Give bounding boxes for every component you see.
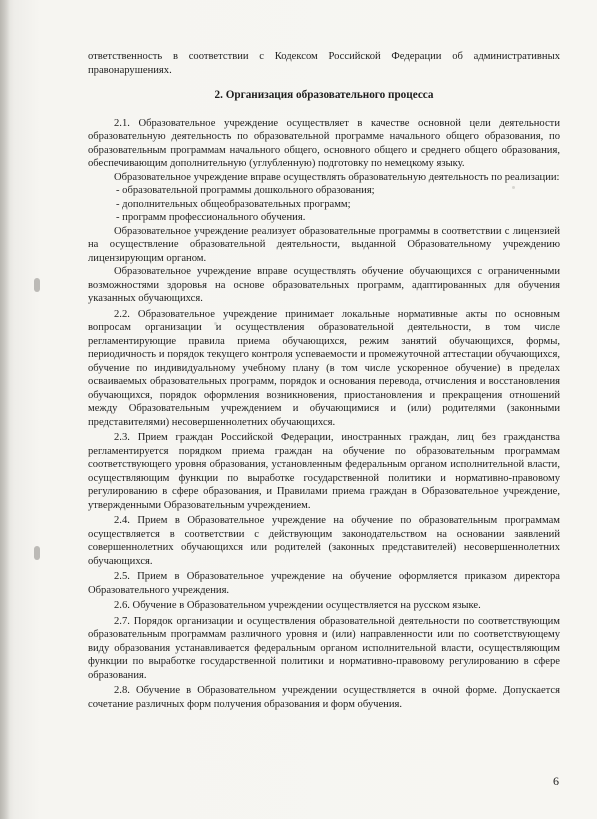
punch-hole-mark (34, 278, 40, 292)
section-heading: 2. Организация образовательного процесса (214, 89, 434, 101)
paragraph: 2.6. Обучение в Образовательном учреждении осуществляется на русском языке. (114, 600, 481, 611)
document-body (88, 50, 560, 711)
list-item: - образовательной программы дошкольного образования; (116, 185, 375, 196)
list-item: - дополнительных общеобразовательных программ; (116, 198, 351, 210)
paragraph: 2.2. Образовательное учреждение принимает локальные нормативные акты по основным вопросам организации и осуществления образовательной деятельности, в том числе регламентирующие правила приема обучающихся, режим занятий обучающихся, формы, периодичность и порядок текущего контроля успеваемости и промежуточной аттестации обучающихся, обучение по индивидуальному учебному плану (в том числе ускоренное обучение) в пределах осваиваемых образовательных программ, порядок и основания перевода, отчисления и восстановления обучающихся, порядок оформления возникновения, приостановления и прекращения отношений между Образовательным учреждением и обучающимися и (или) родителями (законными представителями) несовершеннолетних обучающихся. (88, 308, 560, 428)
paragraph: 2.4. Прием в Образовательное учреждение на обучение по образовательным программам осуществляется в соответствии с действующим законодательством на основании заявлений совершеннолетних обучающихся или родителей (законных представителей) несовершеннолетних обучающихся. (88, 515, 560, 567)
paragraph: ответственность в соответствии с Кодексом Российской Федерации об административных правонарушениях. (88, 51, 560, 76)
paragraph: Образовательное учреждение вправе осуществлять обучение обучающихся с ограниченными возможностями здоровья на основе образовательных программ, адаптированных для обучения указанных обучающихся. (88, 266, 560, 304)
paragraph: 2.3. Прием граждан Российской Федерации, иностранных граждан, лиц без гражданства регламентируется порядком приема граждан на обучение по образовательным программам соответствующего уровня образования, установленным федеральным органом исполнительной власти, осуществляющим функции по выработке государственной политики и нормативно-правовому регулированию в сфере образования, и Правилами приема граждан в Образовательное учреждение, утвержденными Образовательным учреждением. (88, 432, 560, 511)
paragraph: 2.7. Порядок организации и осуществления образовательной деятельности по соответствующим образовательным программам различного уровня и (или) направленности или по соответствующему виду образования устанавливается федеральным органом исполнительной власти, осуществляющим функции по выработке государственной политики и нормативно-правовому регулированию в сфере образования. (88, 615, 560, 681)
page-number: 6 (553, 774, 559, 788)
list-item: - программ профессионального обучения. (116, 212, 306, 223)
paragraph: Образовательное учреждение вправе осуществлять образовательную деятельность по реализации: (114, 171, 560, 183)
paragraph: 2.1. Образовательное учреждение осуществляет в качестве основной цели деятельности образовательную деятельность по образовательной программе начального общего образования, по образовательным программам начального общего, основного общего и среднего общего образования, обеспечивающим дополнительную (углубленную) подготовку по немецкому языку. (88, 117, 560, 169)
binding-shadow (0, 0, 10, 819)
paragraph: 2.5. Прием в Образовательное учреждение на обучение оформляется приказом директора Образовательного учреждения. (88, 571, 560, 596)
punch-hole-mark (34, 546, 40, 560)
paragraph: Образовательное учреждение реализует образовательные программы в соответствии с лицензией на осуществление образовательной деятельности, выданной Образовательному учреждению лицензирующим органом. (88, 225, 560, 264)
paragraph: 2.8. Обучение в Образовательном учреждении осуществляется в очной форме. Допускается сочетание различных форм получения образования и форм обучения. (88, 685, 560, 710)
